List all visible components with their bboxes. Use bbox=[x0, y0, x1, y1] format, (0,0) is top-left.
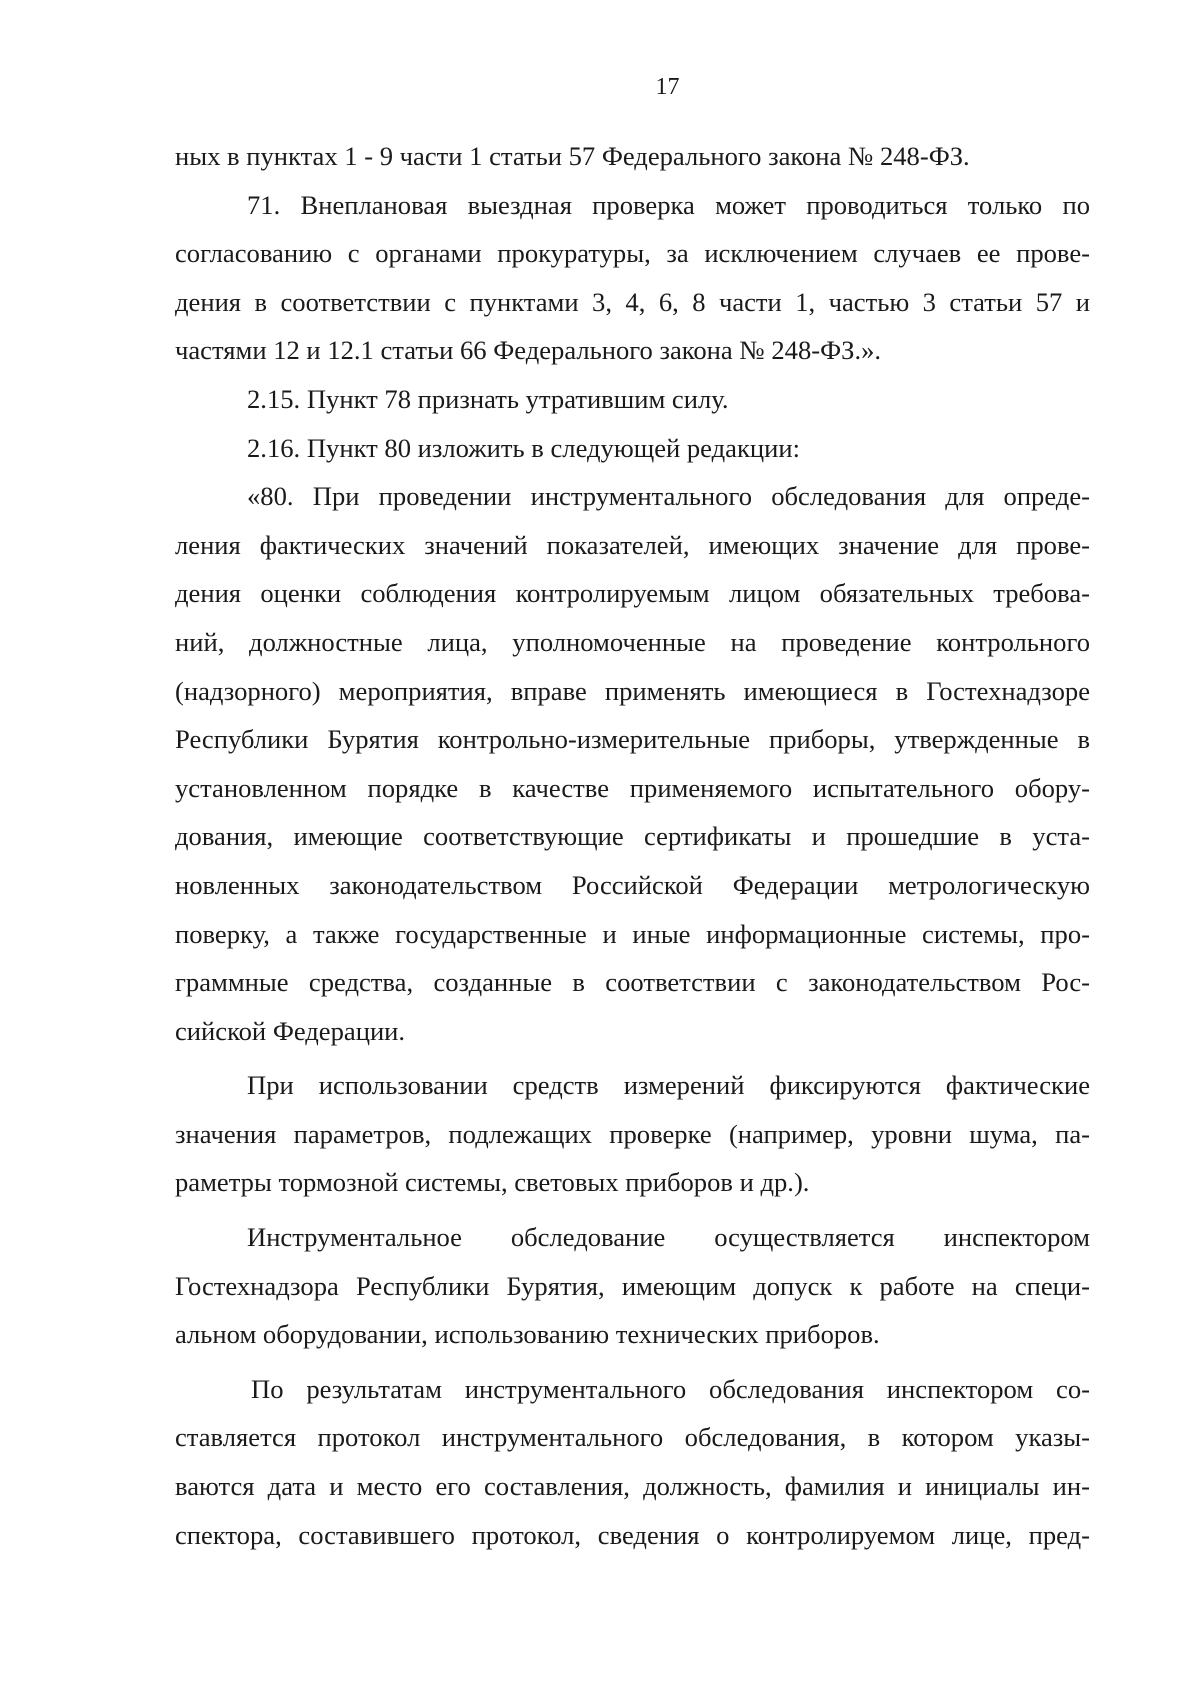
paragraph-line: дения оценки соблюдения контролируемым лицом обязательных требова- bbox=[175, 578, 1090, 609]
paragraph-line: частями 12 и 12.1 статьи 66 Федерального закона № 248-ФЗ.». bbox=[175, 335, 882, 366]
paragraph-line: ления фактических значений показателей, имеющих значение для прове- bbox=[175, 529, 1090, 560]
paragraph-line: 2.15. Пункт 78 признать утратившим силу. bbox=[247, 383, 729, 414]
paragraph-line: ваются дата и место его составления, должность, фамилия и инициалы ин- bbox=[175, 1471, 1090, 1502]
paragraph-line: раметры тормозной системы, световых приборов и др.). bbox=[175, 1167, 810, 1198]
paragraph-line: спектора, составившего протокол, сведения о контролируемом лице, пред- bbox=[175, 1519, 1090, 1550]
document-body bbox=[175, 132, 1090, 1559]
paragraph-line: При использовании средств измерений фиксируются фактические bbox=[247, 1070, 1090, 1101]
paragraph-line: новленных законодательством Российской Федерации метрологическую bbox=[175, 869, 1090, 900]
paragraph-line: Инструментальное обследование осуществляется инспектором bbox=[247, 1222, 1090, 1253]
paragraph-line: Гостехнадзора Республики Бурятия, имеющим допуск к работе на специ- bbox=[175, 1270, 1090, 1301]
paragraph-line: Республики Бурятия контрольно-измерительные приборы, утвержденные в bbox=[175, 724, 1090, 755]
paragraph-line: дования, имеющие соответствующие сертификаты и прошедшие в уста- bbox=[175, 821, 1090, 852]
paragraph-line: ставляется протокол инструментального обследования, в котором указы- bbox=[175, 1422, 1090, 1453]
paragraph-line: дения в соответствии с пунктами 3, 4, 6, 8 части 1, частью 3 статьи 57 и bbox=[175, 286, 1090, 317]
paragraph-line: альном оборудовании, использованию технических приборов. bbox=[175, 1319, 880, 1350]
paragraph-line: ных в пунктах 1 - 9 части 1 статьи 57 Федерального закона № 248-ФЗ. bbox=[175, 141, 970, 171]
paragraph-line: 2.16. Пункт 80 изложить в следующей редакции: bbox=[247, 432, 800, 463]
paragraph-line: (надзорного) мероприятия, вправе применять имеющиеся в Гостехнадзоре bbox=[175, 675, 1090, 706]
page-number: 17 bbox=[655, 74, 680, 100]
paragraph-line: согласованию с органами прокуратуры, за исключением случаев ее прове- bbox=[175, 238, 1090, 269]
paragraph-line: установленном порядке в качестве применяемого испытательного обору- bbox=[175, 772, 1090, 803]
paragraph-line: значения параметров, подлежащих проверке (например, уровни шума, па- bbox=[175, 1118, 1090, 1149]
paragraph-line: сийской Федерации. bbox=[175, 1015, 406, 1046]
paragraph-line: 71. Внеплановая выездная проверка может проводиться только по bbox=[247, 189, 1090, 220]
paragraph-line: ний, должностные лица, уполномоченные на проведение контрольного bbox=[175, 626, 1090, 657]
paragraph-line: По результатам инструментального обследования инспектором со- bbox=[251, 1373, 1090, 1404]
paragraph-line: поверку, а также государственные и иные информационные системы, про- bbox=[175, 918, 1090, 949]
paragraph-line: «80. При проведении инструментального обследования для опреде- bbox=[247, 481, 1090, 512]
paragraph-line: граммные средства, созданные в соответствии с законодательством Рос- bbox=[175, 967, 1090, 998]
